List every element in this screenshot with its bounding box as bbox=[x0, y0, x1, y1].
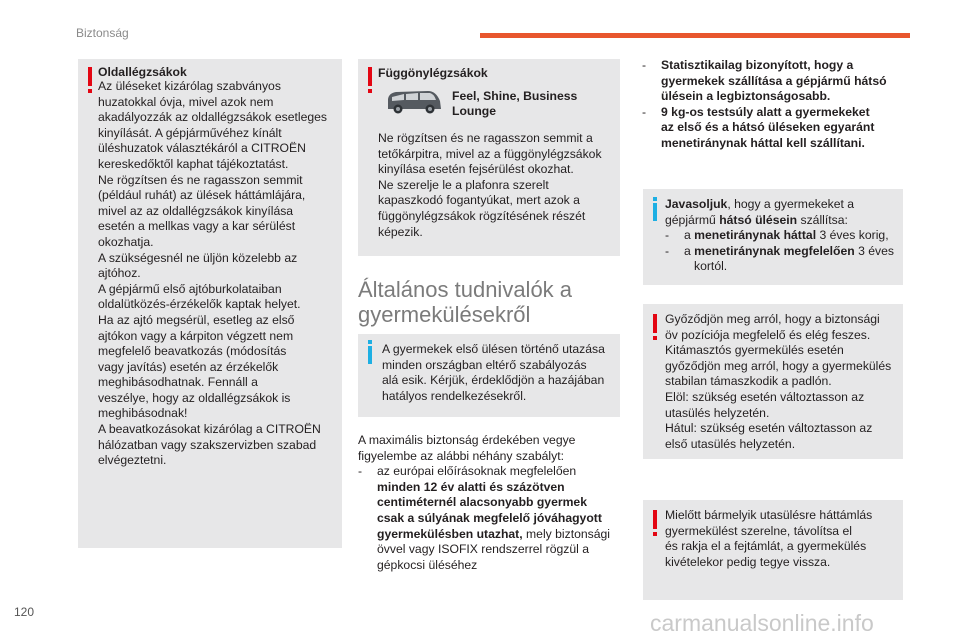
text-line: hálózatban vagy szakszervizben szabad bbox=[98, 437, 317, 452]
curtain-airbags-text bbox=[378, 131, 618, 240]
versions-line-1: Feel, Shine, Business bbox=[452, 89, 578, 103]
warning-icon bbox=[368, 67, 372, 86]
text-line: megfelelő beavatkozás (módosítás bbox=[98, 344, 287, 359]
side-airbags-box bbox=[78, 59, 342, 548]
text-line: Statisztikailag bizonyított, hogy a bbox=[661, 58, 854, 72]
info-text bbox=[382, 342, 618, 404]
text-line: Ne rögzítsen és ne ragasszon semmit bbox=[98, 172, 303, 187]
text-line: tetőkárpitra, mivel az a függönylégzsákok bbox=[378, 146, 602, 161]
text-line: kapaszkodó fogantyúkat, mert azok a bbox=[378, 193, 580, 208]
rules-intro bbox=[358, 433, 623, 464]
text-line: győződjön meg arról, hogy a gyermekülés bbox=[665, 358, 892, 373]
text-line: övvel vagy ISOFIX rendszerrel rögzül a bbox=[377, 542, 590, 557]
text-line: kinyílását. A gépjárművéhez kínált bbox=[98, 125, 282, 140]
text-line: Elöl: szükség esetén változtasson az bbox=[665, 389, 865, 404]
text-line: gépkocsi üléséhez bbox=[377, 557, 478, 572]
text-line: kereskedőktől kaphat tájékoztatást. bbox=[98, 156, 289, 171]
text-line: öv pozíciója megfelelő és elég feszes. bbox=[665, 327, 871, 342]
watermark: carmanualsonline.info bbox=[650, 610, 874, 636]
text-line: minden 12 év alatti és százötven bbox=[377, 479, 565, 494]
text-line: az első és a hátsó üléseken egyaránt bbox=[661, 120, 875, 135]
warning-icon bbox=[653, 314, 657, 333]
text-line: 9 kg-os testsúly alatt a gyermekeket bbox=[661, 104, 870, 119]
belt-warning-text bbox=[665, 312, 901, 452]
recommend-box bbox=[643, 189, 903, 285]
recommend-line-1: Javasoljuk, hogy a gyermekeket a bbox=[665, 197, 855, 211]
text-line: A szükségesnél ne üljön közelebb az bbox=[98, 250, 298, 265]
rule-1-bold-last: gyermekülésben utazhat, bbox=[377, 526, 523, 541]
text-line: elvégeztetni. bbox=[98, 453, 167, 468]
section-header: Biztonság bbox=[76, 26, 129, 40]
text-line: Hátul: szükség esetén változtasson az bbox=[665, 421, 873, 436]
text-line: üléshuzatok választékáról a CITROËN bbox=[98, 141, 306, 156]
text-line: Ha az ajtó megsérül, esetleg az első bbox=[98, 312, 295, 327]
van-icon bbox=[384, 87, 444, 117]
text-line: meghibásodnak! bbox=[98, 406, 188, 421]
section-title-line-2: gyermekülésekről bbox=[358, 302, 531, 327]
text-line: alá esik. Kérjük, érdeklődjön a hazájában bbox=[382, 373, 605, 388]
text-line: függönylégzsákok rögzítésének részét bbox=[378, 208, 586, 223]
text-line: Az üléseket kizárólag szabványos bbox=[98, 79, 281, 93]
text-line: A beavatkozásokat kizárólag a CITROËN bbox=[98, 422, 321, 437]
text-line: okozhatja. bbox=[98, 234, 154, 249]
info-icon bbox=[653, 203, 657, 221]
text-line: (például ruhát) az ülések háttámlájára, bbox=[98, 188, 306, 203]
rear-install-warning-text bbox=[665, 508, 901, 570]
text-line: menetiránynak háttal kell szállítani. bbox=[661, 135, 865, 150]
text-line: kivételekor pedig tegye vissza. bbox=[665, 554, 831, 569]
text-line: hatályos rendelkezésekről. bbox=[382, 388, 527, 403]
page-number: 120 bbox=[14, 605, 35, 619]
text-line: ajtókon vagy a kárpiton végzett nem bbox=[98, 328, 294, 343]
text-line: oldalütközés-érzékelők kaptak helyet. bbox=[98, 297, 301, 312]
text-line: Ne szerelje le a plafonra szerelt bbox=[378, 177, 549, 192]
text-line: centiméternél alacsonyabb gyermek bbox=[377, 495, 587, 510]
warning-icon bbox=[653, 510, 657, 529]
text-line: Mielőtt bármelyik utasülésre háttámlás bbox=[665, 508, 873, 522]
text-line: huzatokkal óvja, mivel azok nem bbox=[98, 94, 274, 109]
text-line: Győződjön meg arról, hogy a biztonsági bbox=[665, 312, 880, 326]
text-line: vagy javítás) esetén az érzékelők bbox=[98, 359, 279, 374]
text-line: gyermekülést szerelne, távolítsa el bbox=[665, 523, 852, 538]
recommend-item-1: - a menetiránynak háttal 3 éves korig, bbox=[665, 228, 889, 243]
rule-1-inline: mely biztonsági bbox=[522, 526, 611, 541]
info-icon bbox=[368, 346, 372, 364]
info-box bbox=[358, 334, 620, 417]
rule-1-tail bbox=[377, 542, 610, 573]
text-line: és rakja el a fejtámlát, a gyermekülés bbox=[665, 539, 867, 554]
header-accent-bar bbox=[480, 33, 910, 38]
rear-install-warning-box bbox=[643, 500, 903, 600]
text-line: A gyermekek első ülésen történő utazása bbox=[382, 342, 605, 356]
text-line: veszélye, hogy az oldallégzsákok is bbox=[98, 390, 291, 405]
text-line: figyelembe az alábbi néhány szabályt: bbox=[358, 448, 564, 463]
text-line: kinyílása esetén fejsérülést okozhat. bbox=[378, 162, 574, 177]
text-line: esetén a mellkas vagy a kar sérülést bbox=[98, 219, 296, 234]
text-line: gyermekek szállítása a gépjármű hátsó bbox=[661, 73, 887, 88]
text-line: stabilan támaszkodik a padlón. bbox=[665, 374, 832, 389]
stat-rule: - Statisztikailag bizonyított, hogy a gyermekek szállítása a gépjármű hátsó ülésein a legbiztonságosabb. bbox=[642, 58, 887, 104]
rule-1-bold bbox=[377, 480, 610, 527]
rule-1-text: az európai előírásoknak megfelelően bbox=[377, 464, 577, 479]
text-line: képezik. bbox=[378, 224, 423, 239]
belt-warning-box bbox=[643, 304, 903, 459]
text-line: minden országban eltérő szabályozás bbox=[382, 357, 587, 372]
side-airbags-text bbox=[98, 79, 338, 469]
curtain-airbags-box bbox=[358, 59, 620, 256]
versions-line-2: Lounge bbox=[452, 104, 497, 118]
text-line: első utasülés helyzetén. bbox=[665, 436, 796, 451]
text-line: A maximális biztonság érdekében vegye bbox=[358, 433, 576, 447]
weight-rule: - 9 kg-os testsúly alatt a gyermekeket az első és a hátsó üléseken egyaránt menetiránynak háttal kell szállítani. bbox=[642, 104, 875, 150]
text-line: Ne rögzítsen és ne ragasszon semmit a bbox=[378, 131, 593, 145]
text-line: ajtóhoz. bbox=[98, 266, 141, 281]
text-line: ülésein a legbiztonságosabb. bbox=[661, 89, 831, 104]
rule-item-1: - az európai előírásoknak megfelelően minden 12 év alatti és százötven centiméternél alacsonyabb gyermek csak a súlyának megfelelő jóváhagyott gyermekülésben utazhat, mely biztonsági övvel vagy ISOFIX rendszerrel rögzül a gépkocsi üléséhez bbox=[358, 464, 611, 572]
text-line: akadályozzák az oldallégzsákok esetleges bbox=[98, 110, 327, 125]
text-line: mivel az az oldallégzsákok kinyílása bbox=[98, 203, 294, 218]
recommend-line-2: gépjármű hátsó ülésein szállítsa: bbox=[665, 212, 848, 227]
recommend-item-2: - a menetiránynak megfelelően 3 éves kortól. bbox=[665, 243, 894, 274]
text-line: A gépjármű első ajtóburkolataiban bbox=[98, 281, 282, 296]
text-line: meghibásodhatnak. Fennáll a bbox=[98, 375, 258, 390]
text-line: utasülés helyzetén. bbox=[665, 405, 770, 420]
warning-icon bbox=[88, 67, 92, 86]
curtain-airbags-title: Függönylégzsákok bbox=[378, 66, 488, 80]
text-line: csak a súlyának megfelelő jóváhagyott bbox=[377, 510, 602, 525]
section-title-line-1: Általános tudnivalók a bbox=[358, 277, 573, 302]
side-airbags-title: Oldallégzsákok bbox=[98, 65, 187, 79]
text-line: Kitámasztós gyermekülés esetén bbox=[665, 343, 844, 358]
